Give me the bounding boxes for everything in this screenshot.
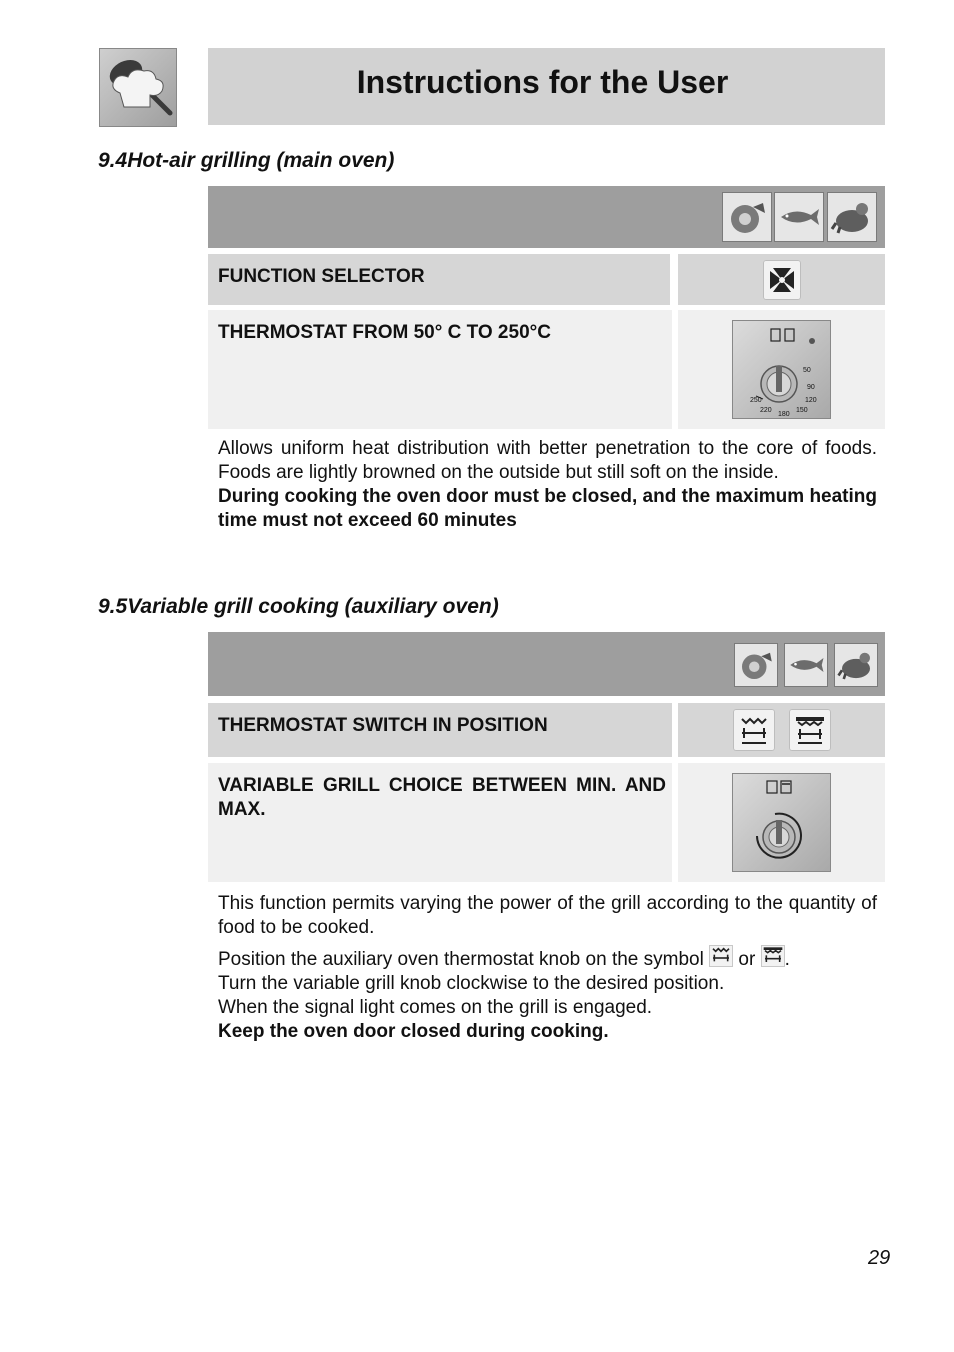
poultry-icon xyxy=(827,192,877,242)
warning-paragraph: Keep the oven door closed during cooking. xyxy=(218,1021,609,1042)
dial-tick-label: 250 xyxy=(750,397,762,404)
symbol-period: . xyxy=(784,949,790,970)
section-heading: 9.4Hot-air grilling (main oven) xyxy=(98,149,395,172)
dial-tick-label: 50 xyxy=(803,367,811,374)
section-heading: 9.5Variable grill cooking (auxiliary oven) xyxy=(98,595,499,618)
section-body xyxy=(218,892,877,1044)
thermostat-switch-label: THERMOSTAT SWITCH IN POSITION xyxy=(208,703,672,757)
page-title: Instructions for the User xyxy=(356,64,729,100)
section-body xyxy=(218,437,877,533)
variable-grill-cell xyxy=(678,763,885,882)
symbol-instruction-text: Position the auxiliary oven thermostat knob on the symbol xyxy=(218,949,704,970)
grill-large-icon xyxy=(789,709,831,751)
dial-tick-label: 120 xyxy=(805,397,817,404)
grill-large-icon xyxy=(761,945,785,967)
thermostat-knob-icon xyxy=(732,320,831,419)
poultry-icon xyxy=(834,643,878,687)
function-selector-cell xyxy=(678,254,885,305)
meat-icon xyxy=(734,643,778,687)
page-number: 29 xyxy=(868,1247,891,1269)
thermostat-label: THERMOSTAT FROM 50° C TO 250°C xyxy=(208,310,672,429)
warning-paragraph: During cooking the oven door must be closed, and the maximum heating time must not exceed 60 minutes xyxy=(218,486,877,531)
food-icons-band xyxy=(208,632,885,696)
fish-icon xyxy=(774,192,824,242)
chef-hat-spoon-icon xyxy=(100,49,176,126)
grill-small-icon xyxy=(733,709,775,751)
meat-icon xyxy=(722,192,772,242)
dial-tick-label: 180 xyxy=(778,411,790,418)
header-banner xyxy=(208,48,885,125)
paragraph-symbol-instruction xyxy=(218,945,877,972)
dial-tick-label: 90 xyxy=(807,384,815,391)
dial-tick-label: 220 xyxy=(760,407,772,414)
fish-icon xyxy=(784,643,828,687)
thermostat-cell xyxy=(678,310,885,429)
grill-small-icon xyxy=(709,945,733,967)
food-icons-band xyxy=(208,186,885,248)
paragraph: This function permits varying the power of the grill according to the quantity of food to be cooked. xyxy=(218,893,877,938)
paragraph: Turn the variable grill knob clockwise to the desired position. xyxy=(218,973,725,994)
variable-grill-label: VARIABLE GRILL CHOICE BETWEEN MIN. AND MAX. xyxy=(208,763,672,882)
dial-tick-label: 150 xyxy=(796,407,808,414)
thermostat-switch-cell xyxy=(678,703,885,757)
symbol-or-text: or xyxy=(738,949,756,970)
fan-icon xyxy=(763,260,801,300)
chef-logo xyxy=(99,48,177,127)
function-selector-label: FUNCTION SELECTOR xyxy=(208,254,670,305)
paragraph: When the signal light comes on the grill is engaged. xyxy=(218,997,653,1018)
paragraph: Allows uniform heat distribution with better penetration to the core of foods. Foods are lightly browned on the outside but still soft on the inside. xyxy=(218,438,877,483)
grill-knob-icon xyxy=(732,773,831,872)
